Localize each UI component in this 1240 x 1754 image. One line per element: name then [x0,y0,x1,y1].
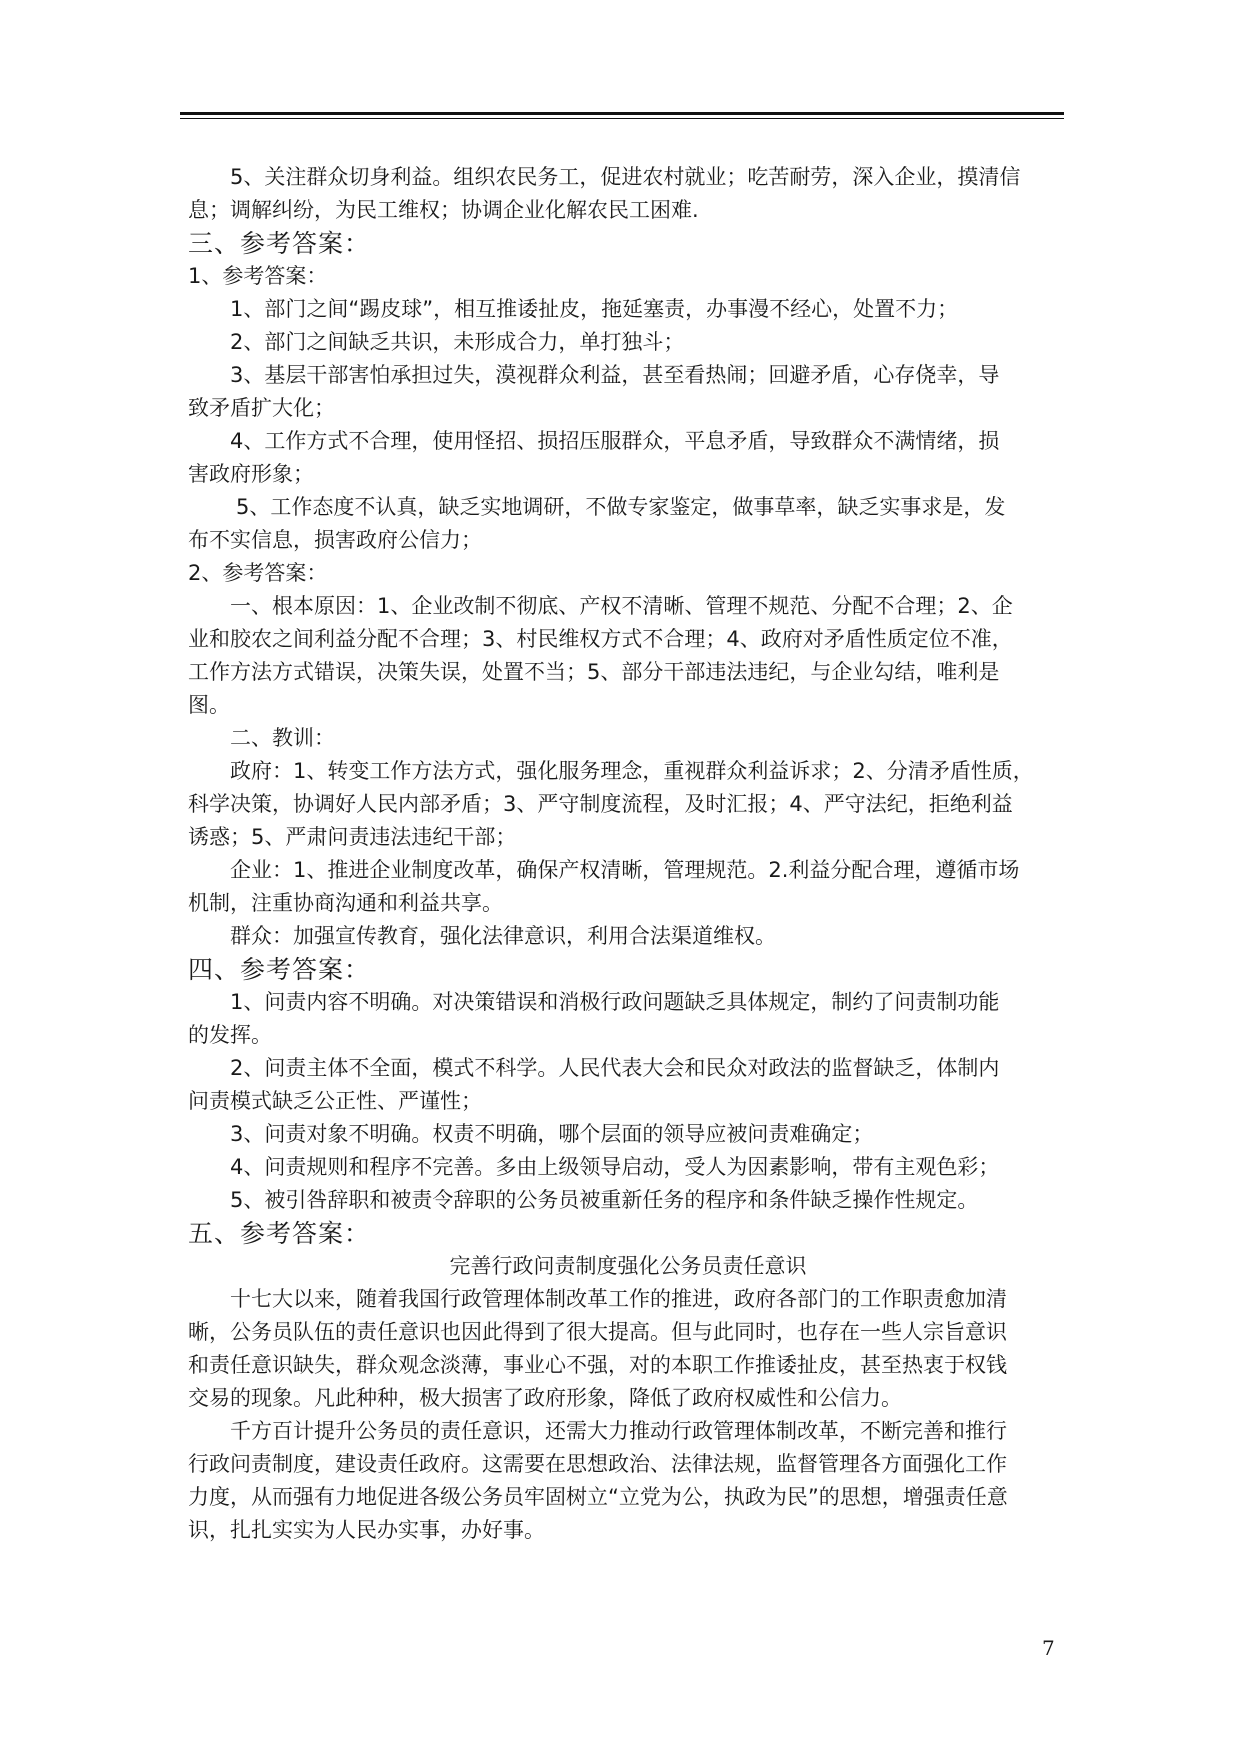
text-line: 害政府形象； [188,462,314,486]
text-line: 5、工作态度不认真，缺乏实地调研，不做专家鉴定，做事草率，缺乏实事求是，发 [236,495,1006,519]
document-body [188,161,1068,1547]
text-line: 5、被引咎辞职和被责令辞职的公务员被重新任务的程序和条件缺乏操作性规定。 [230,1188,979,1212]
text-line: 息；调解纠纷，为民工维权；协调企业化解农民工困难. [188,198,699,222]
text-line: 力度，从而强有力地促进各级公务员牢固树立“立党为公，执政为民”的思想，增强责任意 [188,1485,1008,1509]
text-line: 3、问责对象不明确。权责不明确，哪个层面的领导应被问责难确定； [230,1122,874,1146]
essay-title: 完善行政问责制度强化公务员责任意识 [449,1254,807,1278]
text-line: 1、参考答案： [188,264,328,288]
text-line: 业和胶农之间利益分配不合理；3、村民维权方式不合理；4、政府对矛盾性质定位不准， [188,627,1013,651]
text-line: 3、基层干部害怕承担过失，漠视群众利益，甚至看热闹；回避矛盾，心存侥幸，导 [230,363,1000,387]
text-line: 识，扎扎实实为人民办实事，办好事。 [188,1518,545,1542]
section-heading: 三、参考答案： [188,229,371,258]
text-line: 工作方法方式错误，决策失误，处置不当；5、部分干部违法违纪，与企业勾结，唯利是 [188,660,1000,684]
text-line: 二、教训： [230,726,335,750]
text-line: 4、工作方式不合理，使用怪招、损招压服群众，平息矛盾，导致群众不满情绪，损 [230,429,1000,453]
text-line: 科学决策，协调好人民内部矛盾；3、严守制度流程，及时汇报；4、严守法纪，拒绝利益 [188,792,1013,816]
text-line: 行政问责制度，建设责任政府。这需要在思想政治、法律法规，监督管理各方面强化工作 [188,1452,1007,1476]
page-number: 7 [1042,1636,1055,1660]
text-line: 问责模式缺乏公正性、严谨性； [188,1089,482,1113]
text-line: 一、根本原因：1、企业改制不彻底、产权不清晰、管理不规范、分配不合理；2、企 [230,594,1013,618]
text-line: 政府：1、转变工作方法方式，强化服务理念，重视群众利益诉求；2、分清矛盾性质， [230,759,1034,783]
text-line: 晰，公务员队伍的责任意识也因此得到了很大提高。但与此同时，也存在一些人宗旨意识 [188,1320,1007,1344]
text-line: 机制，注重协商沟通和利益共享。 [188,891,503,915]
text-line: 图。 [188,693,230,717]
text-line: 十七大以来，随着我国行政管理体制改革工作的推进，政府各部门的工作职责愈加清 [230,1287,1007,1311]
text-line: 2、部门之间缺乏共识，未形成合力，单打独斗； [230,330,685,354]
text-line: 和责任意识缺失，群众观念淡薄，事业心不强，对的本职工作推诿扯皮，甚至热衷于权钱 [188,1353,1007,1377]
text-line: 1、问责内容不明确。对决策错误和消极行政问题缺乏具体规定，制约了问责制功能 [230,990,1000,1014]
text-line: 的发挥。 [188,1023,272,1047]
text-line: 1、部门之间“踢皮球”，相互推诿扯皮，拖延塞责，办事漫不经心，处置不力； [230,297,959,321]
text-line: 布不实信息，损害政府公信力； [188,528,482,552]
text-line: 交易的现象。凡此种种，极大损害了政府形象，降低了政府权威性和公信力。 [188,1386,902,1410]
section-heading: 四、参考答案： [188,955,371,984]
text-line: 企业：1、推进企业制度改革，确保产权清晰，管理规范。2.利益分配合理，遵循市场 [230,858,1020,882]
text-line: 4、问责规则和程序不完善。多由上级领导启动，受人为因素影响，带有主观色彩； [230,1155,1000,1179]
text-line: 致矛盾扩大化； [188,396,335,420]
section-heading: 五、参考答案： [188,1219,371,1248]
text-line: 千方百计提升公务员的责任意识，还需大力推动行政管理体制改革，不断完善和推行 [230,1419,1007,1443]
text-line: 诱惑；5、严肃问责违法违纪干部； [188,825,517,849]
text-line: 2、问责主体不全面，模式不科学。人民代表大会和民众对政法的监督缺乏，体制内 [230,1056,1000,1080]
text-line: 2、参考答案： [188,561,328,585]
header-rule-thin [180,118,1064,119]
text-line: 5、关注群众切身利益。组织农民务工，促进农村就业；吃苦耐劳，深入企业，摸清信 [230,165,1021,189]
text-line: 群众：加强宣传教育，强化法律意识，利用合法渠道维权。 [230,924,776,948]
header-rule-thick [180,112,1064,115]
